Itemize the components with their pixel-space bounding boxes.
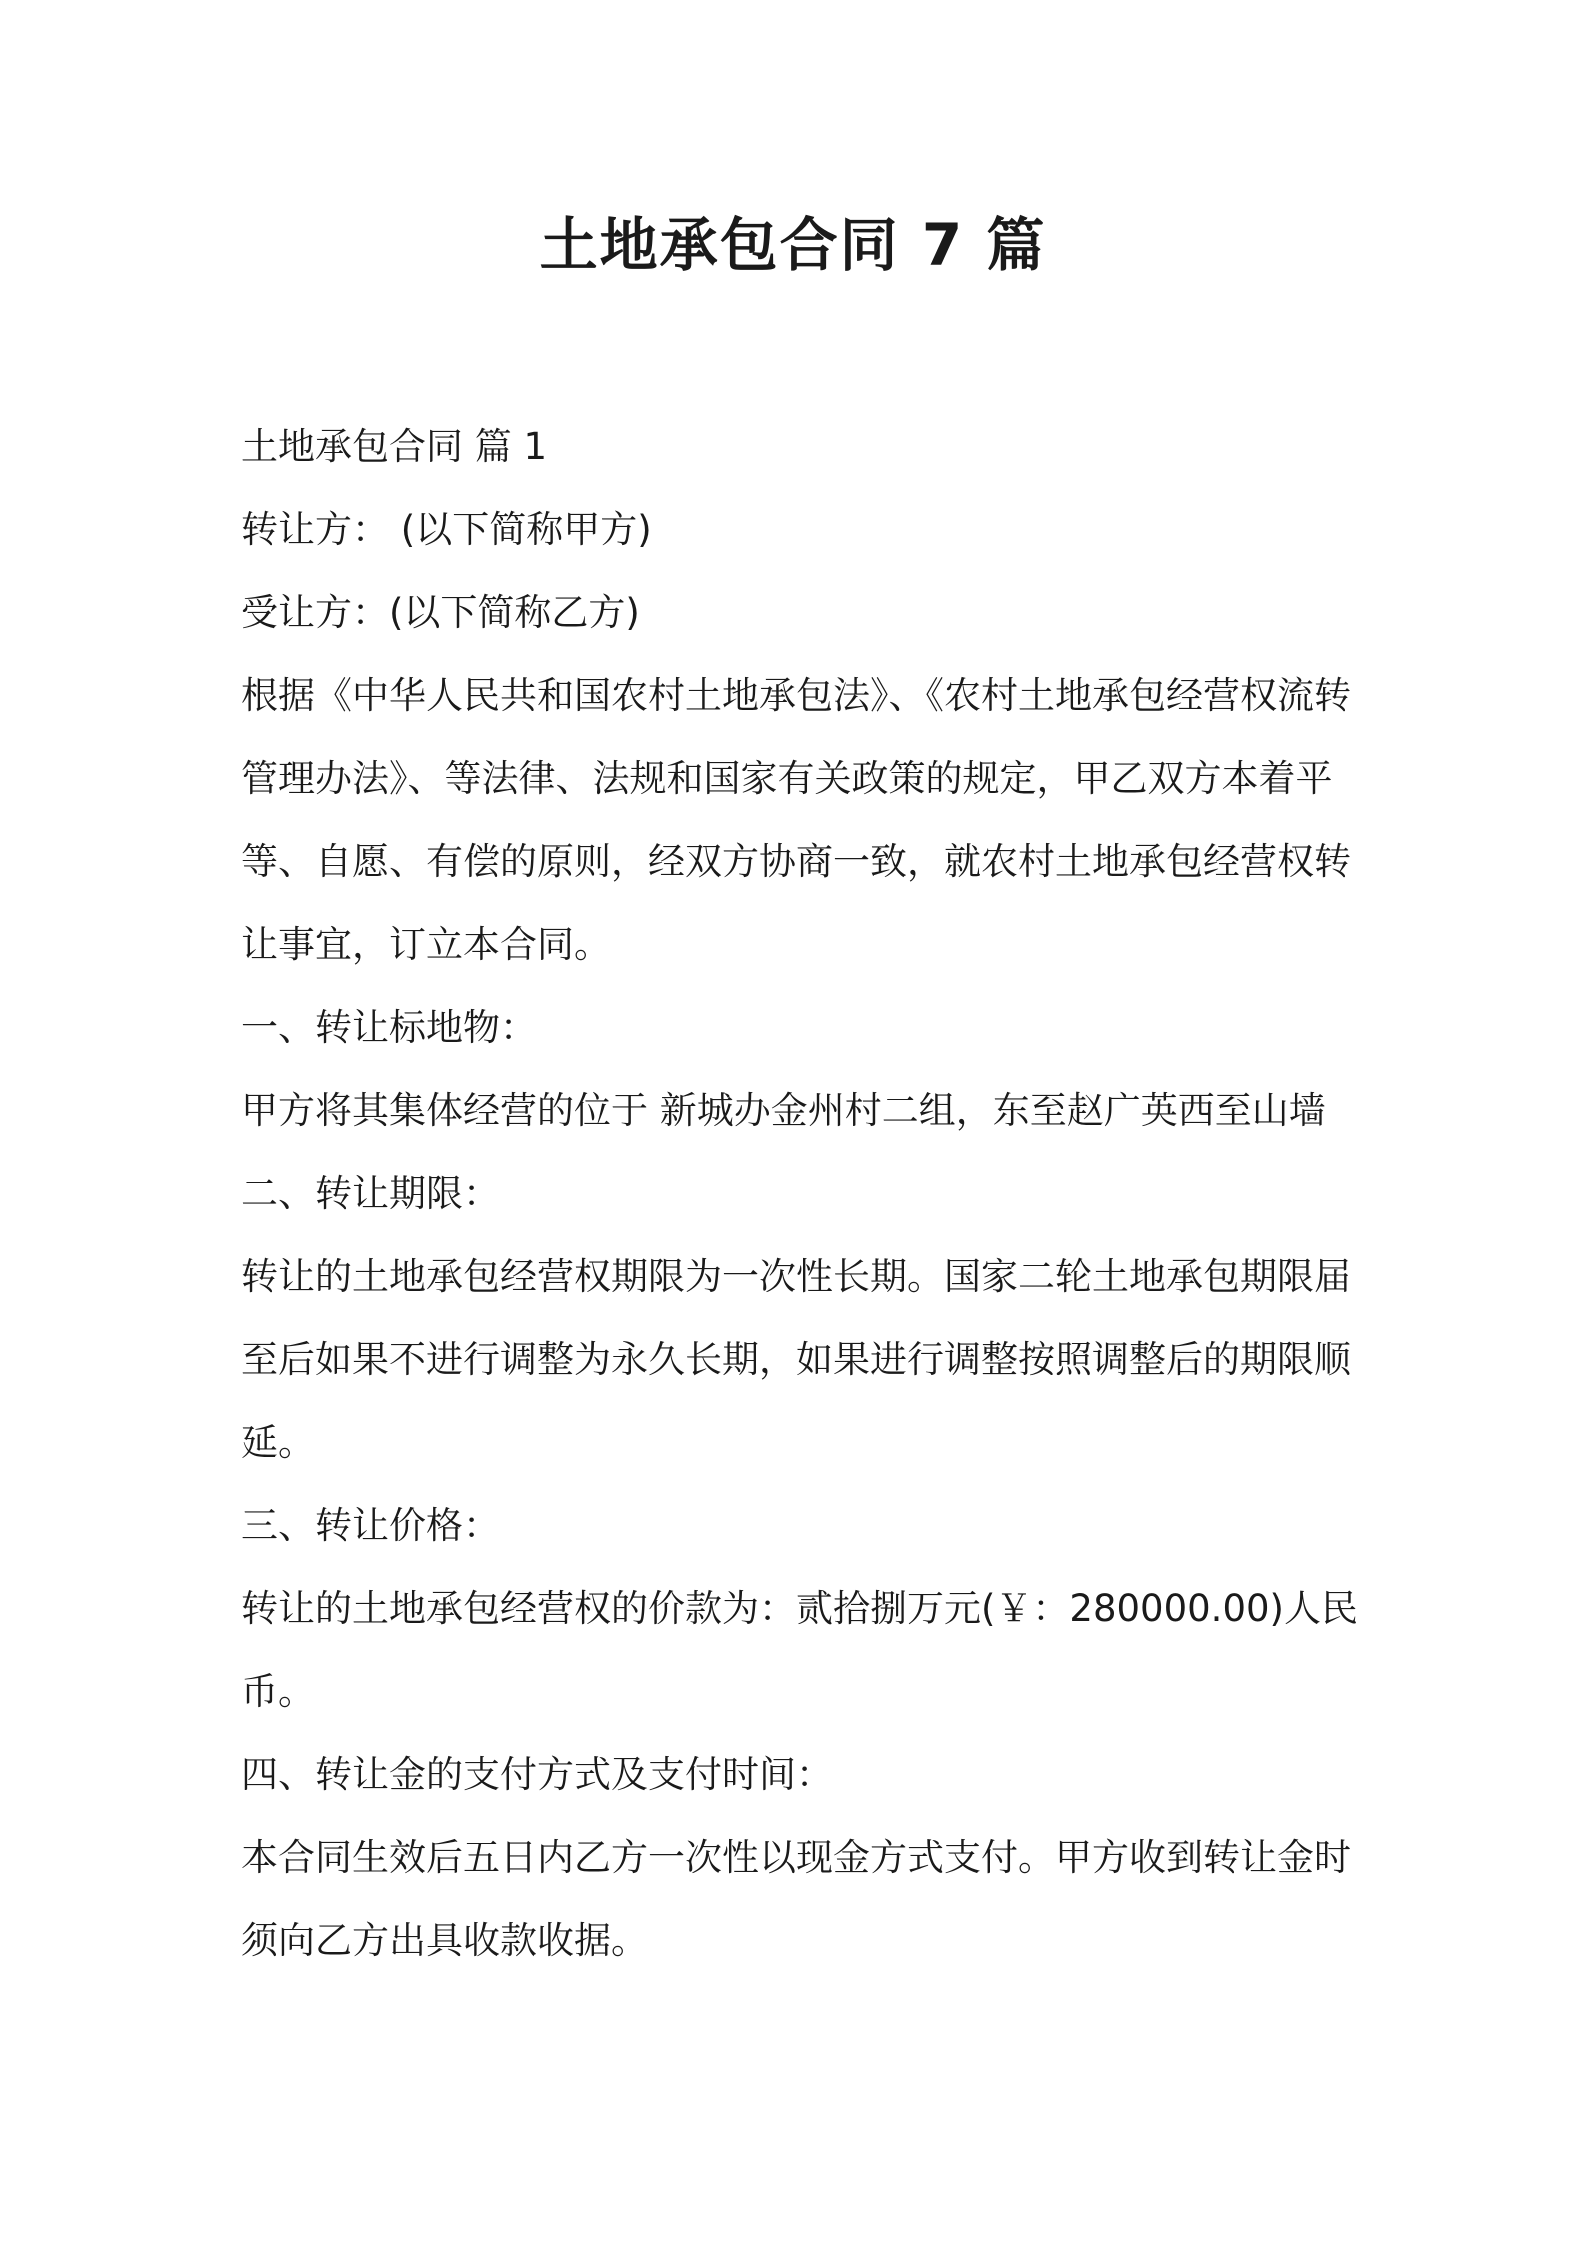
clause-heading-payment: 四、转让金的支付方式及支付时间： — [241, 1753, 833, 1796]
clause-body-term: 转让的土地承包经营权期限为一次性长期。国家二轮土地承包期限届至后如果不进行调整为永久长期，如果进行调整按照调整后的期限顺延。 — [241, 1255, 1351, 1464]
preamble-paragraph: 根据《中华人民共和国农村土地承包法》、《农村土地承包经营权流转管理办法》、等法律、法规和国家有关政策的规定，甲乙双方本着平等、自愿、有偿的原则，经双方协商一致，就农村土地承包经营权转让事宜，订立本合同。 — [241, 674, 1351, 966]
clause-body-price: 转让的土地承包经营权的价款为：贰拾捌万元(￥：280000.00)人民币。 — [241, 1587, 1358, 1713]
clause-heading-price: 三、转让价格： — [241, 1504, 500, 1547]
clause-heading-term: 二、转让期限： — [241, 1172, 500, 1215]
clause-heading-subject: 一、转让标地物： — [241, 1006, 537, 1049]
document-body — [241, 405, 1361, 1982]
section-heading: 土地承包合同 篇 1 — [241, 425, 548, 468]
transferee-line: 受让方：(以下简称乙方) — [241, 591, 640, 634]
transferor-line: 转让方： (以下简称甲方) — [241, 508, 652, 551]
clause-body-payment: 本合同生效后五日内乙方一次性以现金方式支付。甲方收到转让金时须向乙方出具收款收据。 — [241, 1836, 1351, 1962]
document-title: 土地承包合同 7 篇 — [539, 211, 1047, 279]
clause-body-subject: 甲方将其集体经营的位于 新城办金州村二组，东至赵广英西至山墙 — [241, 1089, 1326, 1132]
